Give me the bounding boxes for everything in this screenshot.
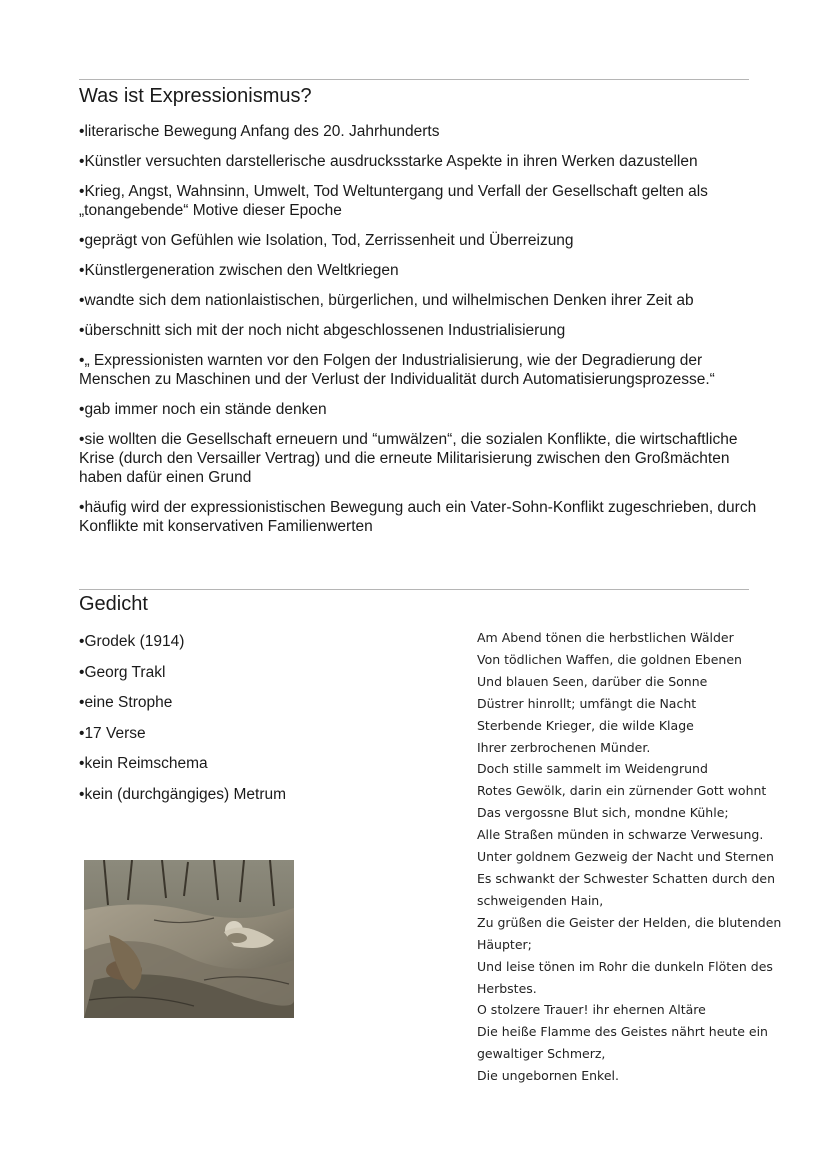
poem-line: Und blauen Seen, darüber die Sonne bbox=[477, 673, 708, 689]
expressionism-bullet-list bbox=[79, 122, 759, 547]
poem-line: Und leise tönen im Rohr die dunkeln Flöten des bbox=[477, 958, 773, 974]
list-item: • kein Reimschema bbox=[79, 754, 439, 773]
poem-line: Häupter; bbox=[477, 936, 532, 952]
war-painting-image bbox=[84, 860, 294, 1018]
poem-line: Am Abend tönen die herbstlichen Wälder bbox=[477, 630, 734, 645]
poem-text bbox=[477, 627, 797, 1087]
list-item: • literarische Bewegung Anfang des 20. Jahrhunderts bbox=[79, 122, 759, 141]
poem-line: Rotes Gewölk, darin ein zürnender Gott wohnt bbox=[477, 783, 767, 799]
poem-line: Von tödlichen Waffen, die goldnen Ebenen bbox=[477, 651, 742, 667]
list-item: • Georg Trakl bbox=[79, 663, 439, 682]
list-item: • 17 Verse bbox=[79, 724, 439, 743]
poem-line: Zu grüßen die Geister der Helden, die blutenden bbox=[477, 914, 782, 930]
list-item: • „ Expressionisten warnten vor den Folgen der Industrialisierung, wie der Degradierung der Menschen zu Maschinen und der Verlust der Individualität durch Automatisierungsprozesse.“ bbox=[79, 351, 759, 389]
poem-line: gewaltiger Schmerz, bbox=[477, 1046, 606, 1062]
poem-line: Düstrer hinrollt; umfängt die Nacht bbox=[477, 695, 697, 711]
poem-line: Unter goldnem Gezweig der Nacht und Sternen bbox=[477, 849, 774, 865]
poem-line: O stolzere Trauer! ihr ehernen Altäre bbox=[477, 1002, 706, 1018]
list-item: • überschnitt sich mit der noch nicht abgeschlossenen Industrialisierung bbox=[79, 321, 759, 340]
list-item: • Grodek (1914) bbox=[79, 632, 439, 651]
heading-expressionism: Was ist Expressionismus? bbox=[79, 85, 312, 107]
poem-facts-list bbox=[79, 632, 439, 815]
poem-line: Die heiße Flamme des Geistes nährt heute ein bbox=[477, 1024, 768, 1040]
poem-line: Ihrer zerbrochenen Münder. bbox=[477, 739, 651, 755]
poem-line: Es schwankt der Schwester Schatten durch den bbox=[477, 870, 776, 886]
list-item: • sie wollten die Gesellschaft erneuern und “umwälzen“, die sozialen Konflikte, die wirtschaftliche Krise (durch den Versailler Vertrag) und die erneute Militarisierung zwischen den Großmächten haben dafür einen Grund bbox=[79, 430, 759, 487]
poem-line: Die ungebornen Enkel. bbox=[477, 1068, 619, 1084]
list-item: • häufig wird der expressionistischen Bewegung auch ein Vater-Sohn-Konflikt zugeschrieben, durch Konflikte mit konservativen Familienwerten bbox=[79, 498, 759, 536]
list-item: • gab immer noch ein stände denken bbox=[79, 400, 759, 419]
poem-line: schweigenden Hain, bbox=[477, 892, 604, 908]
list-item: • eine Strophe bbox=[79, 693, 439, 712]
poem-line: Doch stille sammelt im Weidengrund bbox=[477, 761, 708, 777]
list-item: • Künstler versuchten darstellerische ausdrucksstarke Aspekte in ihren Werken dazustellen bbox=[79, 152, 759, 171]
list-item: • Krieg, Angst, Wahnsinn, Umwelt, Tod Weltuntergang und Verfall der Gesellschaft gelten als „tonangebende“ Motive dieser Epoche bbox=[79, 182, 759, 220]
poem-line: Alle Straßen münden in schwarze Verwesung. bbox=[477, 827, 764, 843]
list-item: • wandte sich dem nationlaistischen, bürgerlichen, und wilhelmischen Denken ihrer Zeit ab bbox=[79, 291, 759, 310]
section-divider bbox=[79, 79, 749, 80]
poem-line: Sterbende Krieger, die wilde Klage bbox=[477, 717, 694, 733]
list-item: • geprägt von Gefühlen wie Isolation, Tod, Zerrissenheit und Überreizung bbox=[79, 231, 759, 250]
poem-line: Herbstes. bbox=[477, 980, 537, 996]
section-divider bbox=[79, 589, 749, 590]
poem-line: Das vergossne Blut sich, mondne Kühle; bbox=[477, 805, 729, 821]
list-item: • kein (durchgängiges) Metrum bbox=[79, 785, 439, 804]
list-item: • Künstlergeneration zwischen den Weltkriegen bbox=[79, 261, 759, 280]
heading-poem: Gedicht bbox=[79, 593, 148, 615]
